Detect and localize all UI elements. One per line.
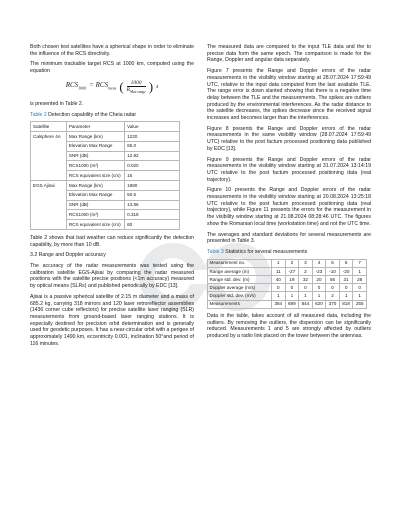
paragraph: Table 2 shows that bad weather can reduce significantly the detection capability, by more than 10 dB. (30, 234, 194, 248)
paragraph: The measured data are compared to the input TLE data and the to precise data form the same epoch. The comparison is made for the Range, Doppler and angular data separately. (207, 44, 371, 64)
right-column (207, 44, 371, 344)
table-row: Range std. dev. (m) 40 19 32 20 56 31 28 (208, 276, 367, 284)
table-row: Calsphere 4A Max Range (km) 1220 (31, 132, 180, 142)
table3-caption: Table 3 Statistics for several measurements (207, 248, 308, 255)
paragraph: Both chosen test satellites have a spherical shape in order to eliminate the influence of the RCS directivity. (30, 44, 194, 57)
table-row: Elevation Max Range 50.5 (31, 190, 180, 200)
formula-rhs: = $RCS_{meas}$ (89, 81, 117, 91)
left-column (30, 44, 194, 351)
paragraph: is presented in Table 2. (30, 100, 84, 107)
table-row: RCS equivalent size (cm) 16 (31, 171, 180, 181)
table-row: Range average (m) 11 -27 2 -23 -10 -20 1 (208, 267, 367, 275)
formula-fraction: $\frac{1000}{R_{Max range}}$ (126, 79, 146, 94)
table-row: EGS Ajisai Max Range (km) 1880 (31, 181, 180, 191)
table-row: SNR (dB) 13.86 (31, 200, 180, 210)
paragraph: The accuracy of the radar measurements was tested using the calibration satellite EGS-Ajisai by comparing the radar measured positions with the satellite precise positions (<1m accuracy) measured by optical means (SLRs) and published periodically by EDC [13]. (30, 263, 194, 290)
formula-power: 4 (156, 84, 159, 89)
paragraph: The minimum trackable target RCS at 1000 km, computed using the equation (30, 61, 194, 75)
table-header-row: Measurement no. 1 2 3 4 5 6 7 (208, 259, 367, 267)
table-row: Doppler std. dev. (m/s) 1 1 1 1 2 1 1 (208, 292, 367, 300)
table-row: Doppler average (m/s) 0 0 0 0 0 0 0 (208, 284, 367, 292)
paragraph: Figure 10 presents the Range and Doppler errors of the radar measurements in the visibility window starting at 20.08.2024 13:25:18 UTC relative to the post factum processed positioning data (real trajectory), while Figure 11 presents the errors for the measurement in the visibility window starting at 21.08.2024 08:28:46 UTC. The figures show the Romanian local time (workstation time) and not the UTC time. (207, 187, 371, 227)
table-header-row: Satellite Parameter Value (31, 122, 180, 132)
statistics-table (207, 259, 367, 309)
table-row: RCS1000 (m²) 0.318 (31, 210, 180, 220)
paragraph: Ajisai is a passive spherical satellite of 2.15 m diameter and a mass of 685.2 kg, carrying 318 mirrors and 120 laser retroreflector assemblies (1436 corner cube reflectors) for precise satellite laser ranging (SLR) measurements from ground-based laser ranging stations. It is especially destined for precision orbit determination and is generally used for geodetic purposes. It has a near-circular orbit with a perigee of approximately 1490 km, eccentricity 0.001, inclination 50°and period of 116 minutes. (30, 293, 194, 347)
paragraph: Data in the table, takes account of all measured data, including the outliers. By removing the outliers, the dispersion can be significantly reduced. Measurements 1 and 5 are strongly affected by outliers produced by a radio link placed on the tower between the antennas. (207, 312, 371, 339)
formula-lhs: $RCS_{1000}$ (65, 81, 87, 91)
table-row: RCS1000 (m²) 0.020 (31, 161, 180, 171)
detection-capability-table (30, 121, 180, 230)
table-row: Elevation Max Range 66.0 (31, 141, 180, 151)
paragraph: The averages and standard deviations for several measurements are presented in Table 3. (207, 231, 371, 245)
table-row: Measurements 384 699 844 620 370 818 255 (208, 300, 367, 308)
section-heading: 3.2 Range and Doppler accuracy (30, 252, 106, 259)
table-row: RCS equivalent size (cm) 60 (31, 220, 180, 230)
rcs-equation: $RCS_{1000}$ = $RCS_{meas}$ ( $\frac{1000}{R_{Max range}}$ ) 4 (65, 79, 159, 95)
table-row: SNR (dB) 12.92 (31, 151, 180, 161)
table2-caption: Table 2 Detection capability of the Cheia radar (30, 111, 137, 118)
paragraph: Figure 8 presents the Range and Doppler errors of the radar measurements in the same visibility window (28.07.2024 17:59:49 UTC) relative to the post factum processed positioning data published by EDC [13]. (207, 125, 371, 152)
paragraph: Figure 9 presents the Range and Doppler errors of the radar measurements in the visibility window starting at 31.07.2024 13:14:19 UTC relative to the post factum processed positioning data (real trajectory). (207, 156, 371, 183)
paragraph: Figure 7 presents the Range and Doppler errors of the radar measurements in the visibility window starting at 28.07.2024 17:59:49 UTC, relative to the input data computed from the last available TLE. The range error is down slanted showing that there is a negative time delay between the TLE and the measurements. The spikes are outliers produced by the environmental interferences. As the radar distance to the satellite decreases, the spikes decrease since the received signal increases and becomes larger than the interferences. (207, 68, 371, 122)
